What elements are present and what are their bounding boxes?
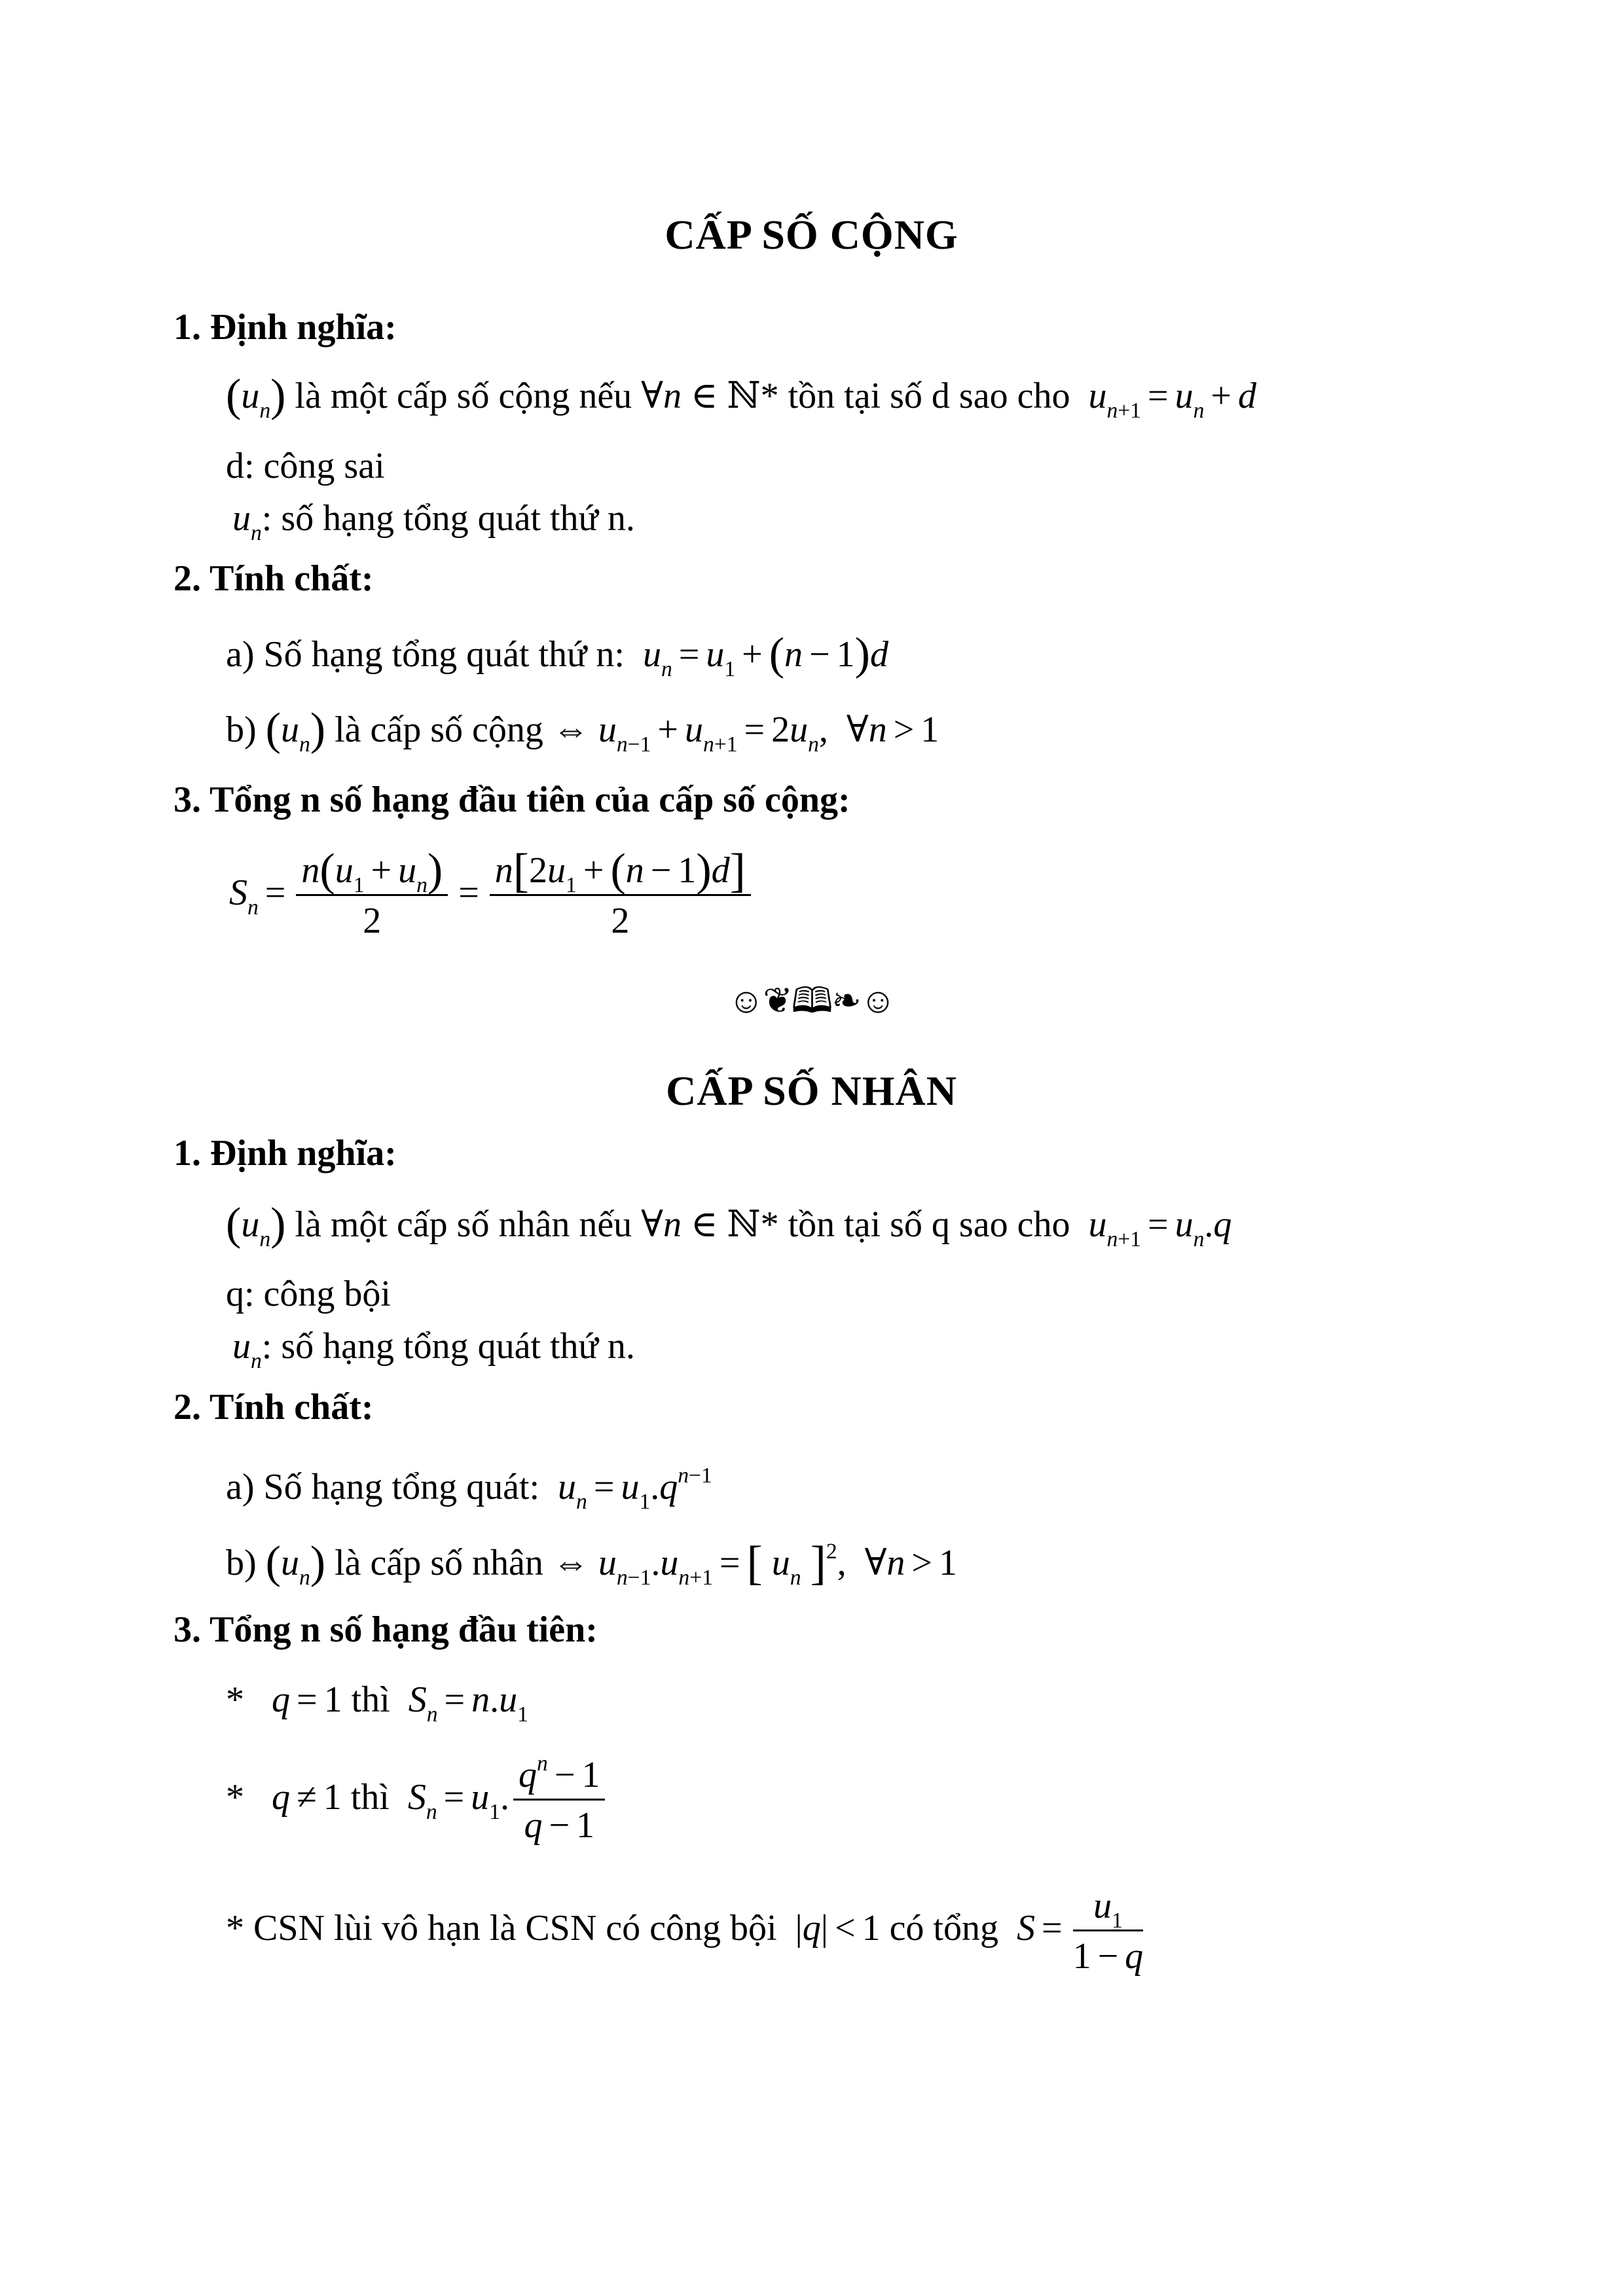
arith-def-text-1: là một cấp số cộng nếu xyxy=(295,376,632,416)
arith-common-difference-line: d: công sai xyxy=(226,446,385,486)
geo-general-term-line: $u_n$: số hạng tổng quát thứ n. xyxy=(232,1326,635,1374)
arith-definition-line xyxy=(226,370,1256,423)
geo-sum-q-not-1: * q ≠ 1 thì $S_n = u_1$. $\frac{q^n - 1}{q - 1}$ xyxy=(226,1754,609,1847)
geo-def-text-2: tồn tại số q sao cho xyxy=(788,1204,1070,1245)
geo-middle-term-formula: ⇔ $u_{n-1}.u_{n+1}$ = [ $u_n$ ]$^2$, ∀n > 1 xyxy=(552,1535,957,1590)
geo-general-term-formula: $u_n = u_1.q^{n-1}$ xyxy=(549,1463,712,1515)
forall-n-in-naturals: ∀n ∈ ℕ* xyxy=(641,376,779,416)
arith-un-text: : số hạng tổng quát thứ n. xyxy=(261,498,635,539)
bullet-star: * xyxy=(226,1679,244,1720)
geo-def-text-1: là một cấp số nhân nếu xyxy=(295,1204,632,1245)
geo-definition-line: $(u_n)$ là một cấp số nhân nếu ∀n ∈ ℕ* tồn tại số q sao cho $u_{n+1} = u_n.q$ xyxy=(226,1199,1232,1252)
arith-property-a xyxy=(226,629,888,682)
thi-word: thì xyxy=(351,1679,390,1720)
geo-title: CẤP SỐ NHÂN xyxy=(666,1067,957,1114)
geo-sum-q-equals-1: * q = 1 thì $S_n = n.u_1$ xyxy=(226,1679,528,1727)
arith-general-term-line: $u_n$: số hạng tổng quát thứ n. xyxy=(232,498,635,546)
arith-def-text-2: tồn tại số d sao cho xyxy=(788,376,1070,416)
geo-infinite-sum-line: * CSN lùi vô hạn là CSN có công bội |q| < 1 có tổng S = $\frac{u_1}{1 - q}$ xyxy=(226,1886,1144,1977)
geo-sum-heading: 3. Tổng n số hạng đầu tiên: xyxy=(173,1609,598,1650)
arith-pa-text: a) Số hạng tổng quát thứ n: xyxy=(226,634,625,675)
geo-recurrence-formula: $u_{n+1} = u_n.q$ xyxy=(1079,1204,1232,1252)
arith-pb-text: là cấp số cộng xyxy=(335,709,543,750)
geo-s3-text-2: có tổng xyxy=(889,1907,998,1948)
geo-property-a xyxy=(226,1463,712,1515)
geo-un-text: : số hạng tổng quát thứ n. xyxy=(261,1326,635,1367)
geo-s3-text-1: * CSN lùi vô hạn là CSN có công bội xyxy=(226,1907,777,1948)
ornament-separator: ☺❦🕮❧☺ xyxy=(728,981,895,1020)
arith-definition-heading: 1. Định nghĩa: xyxy=(173,307,397,348)
arith-recurrence-formula: $u_{n+1} = u_n + d$ xyxy=(1079,376,1256,423)
arith-title: CẤP SỐ CỘNG xyxy=(665,211,958,258)
geo-pb-text: là cấp số nhân xyxy=(335,1543,543,1583)
arith-properties-heading: 2. Tính chất: xyxy=(173,558,374,599)
arith-middle-term-formula: ⇔ $u_{n-1} + u_{n+1} = 2u_n$, ∀n > 1 xyxy=(552,709,939,757)
arith-general-term-formula: $u_n = u_1 + (n - 1)d$ xyxy=(633,629,888,682)
geo-pb-label: b) xyxy=(226,1543,257,1583)
geo-property-b: b) $(u_n)$ là cấp số nhân ⇔ $u_{n-1}.u_{n+1}$ = [ $u_n$ ]$^2$, ∀n > 1 xyxy=(226,1535,957,1590)
bullet-star: * xyxy=(226,1776,244,1818)
arith-property-b: b) $(u_n)$ là cấp số cộng ⇔ $u_{n-1} + u_{n+1} = 2u_n$, ∀n > 1 xyxy=(226,704,939,757)
sequence-symbol: $(u_n)$ xyxy=(226,370,286,423)
geo-pa-text: a) Số hạng tổng quát: xyxy=(226,1467,540,1507)
thi-word: thì xyxy=(350,1776,390,1818)
arith-sum-heading: 3. Tổng n số hạng đầu tiên của cấp số cộng: xyxy=(173,780,850,820)
arith-sum-formula: $S_n$ = $\frac{n(u_1 + u_n)}{2}$ = $\frac{n[2u_1 + (n - 1)d]}{2}$ xyxy=(229,850,755,942)
geo-definition-heading: 1. Định nghĩa: xyxy=(173,1133,397,1174)
geo-properties-heading: 2. Tính chất: xyxy=(173,1387,374,1427)
geo-common-ratio-line: q: công bội xyxy=(226,1274,391,1314)
arith-pb-label: b) xyxy=(226,709,257,750)
